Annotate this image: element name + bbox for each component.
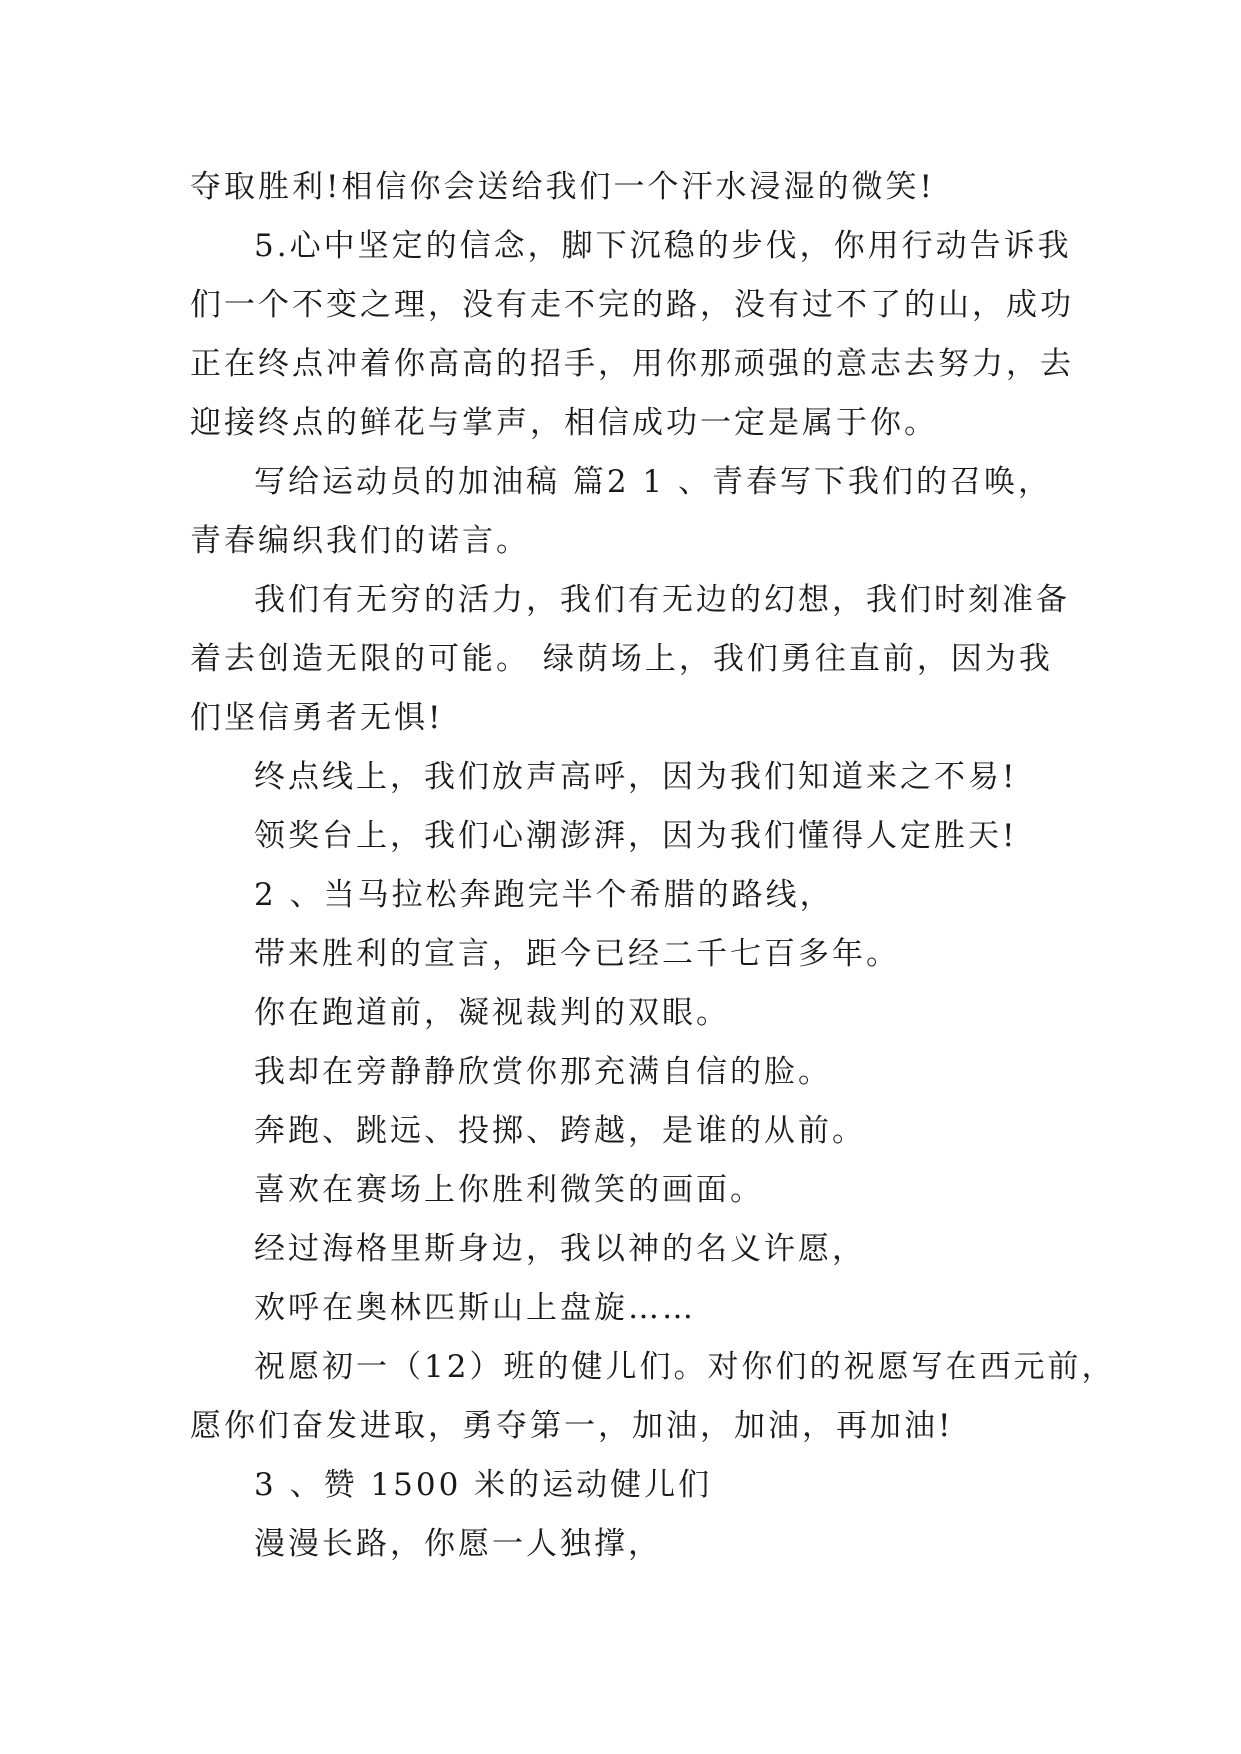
text-line: 愿你们奋发进取，勇夺第一，加油，加油，再加油! [190,1408,954,1444]
text-line: 正在终点冲着你高高的招手，用你那顽强的意志去努力，去 [190,346,1074,382]
text-line: 经过海格里斯身边，我以神的名义许愿， [254,1231,866,1267]
text-line: 着去创造无限的可能。 绿荫场上，我们勇往直前，因为我 [190,641,1053,677]
text-line: 们一个不变之理，没有走不完的路，没有过不了的山，成功 [190,287,1074,323]
text-line: 祝愿初一（12）班的健儿们。对你们的祝愿写在西元前， [254,1349,1116,1385]
text-line: 带来胜利的宣言，距今已经二千七百多年。 [254,936,900,972]
text-line: 领奖台上，我们心潮澎湃，因为我们懂得人定胜天! [254,818,1018,854]
text-line: 青春编织我们的诺言。 [190,523,530,559]
text-line: 2 、当马拉松奔跑完半个希腊的路线， [254,877,834,913]
text-line: 你在跑道前，凝视裁判的双眼。 [254,995,730,1031]
text-line: 喜欢在赛场上你胜利微笑的画面。 [254,1172,764,1208]
body-text [190,158,1116,1574]
text-line: 终点线上，我们放声高呼，因为我们知道来之不易! [254,759,1018,795]
text-line: 3 、赞 1500 米的运动健儿们 [254,1467,713,1503]
text-line: 夺取胜利!相信你会送给我们一个汗水浸湿的微笑! [190,169,935,205]
text-line: 我却在旁静静欣赏你那充满自信的脸。 [254,1054,832,1090]
text-line: 们坚信勇者无惧! [190,700,444,736]
text-line: 写给运动员的加油稿 篇2 1 、青春写下我们的召唤， [254,464,1053,500]
text-line: 漫漫长路，你愿一人独撑， [254,1526,662,1562]
text-line: 5.心中坚定的信念，脚下沉稳的步伐，你用行动告诉我 [254,228,1072,264]
text-line: 迎接终点的鲜花与掌声，相信成功一定是属于你。 [190,405,938,441]
text-line: 奔跑、跳远、投掷、跨越，是谁的从前。 [254,1113,866,1149]
text-line: 我们有无穷的活力，我们有无边的幻想，我们时刻准备 [254,582,1070,618]
text-line: 欢呼在奥林匹斯山上盘旋…… [254,1290,696,1326]
